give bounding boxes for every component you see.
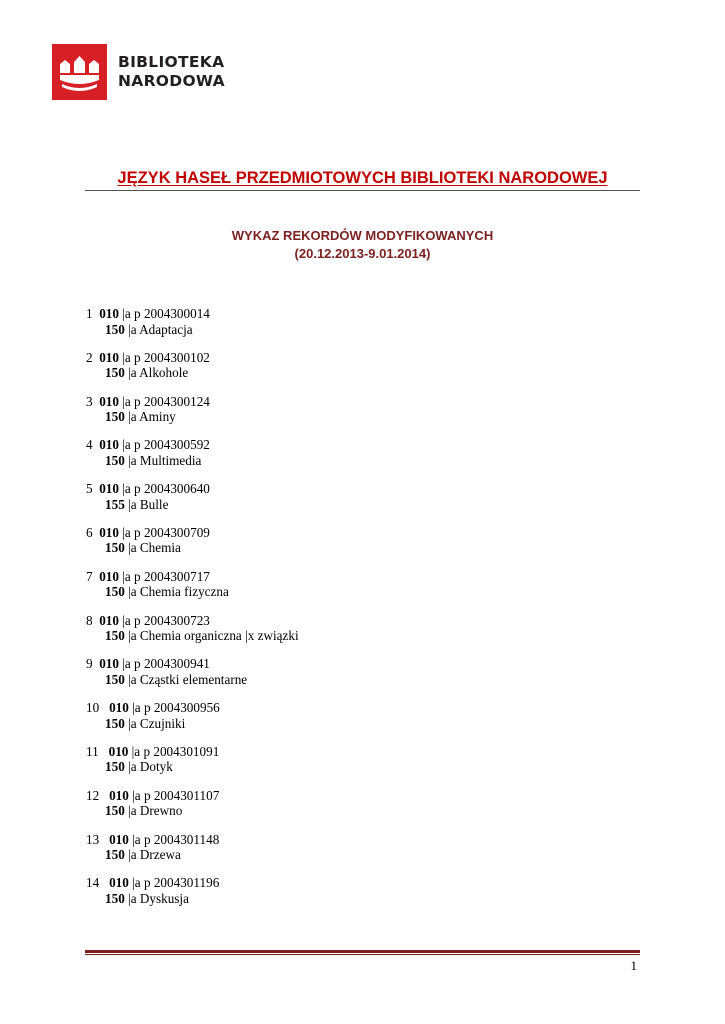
- records-list: [86, 306, 586, 919]
- page-number: 1: [630, 958, 637, 973]
- field-tag: 150: [105, 452, 125, 468]
- field-value: |a Bulle: [124, 496, 169, 512]
- crown-logo-icon: [52, 44, 107, 100]
- record-number: 7: [86, 568, 93, 584]
- field-tag: 150: [105, 803, 125, 819]
- record-number: 10: [86, 700, 100, 716]
- field-value: |a p 2004300723: [118, 612, 210, 628]
- field-tag: 150: [105, 365, 125, 381]
- field-value: |a p 2004301107: [128, 787, 220, 803]
- record-item: [86, 832, 586, 876]
- record-number: 5: [86, 481, 93, 497]
- field-tag: 150: [105, 759, 125, 775]
- field-tag: 010: [109, 875, 129, 891]
- field-value: |a p 2004300102: [118, 349, 210, 365]
- record-item: [86, 700, 586, 744]
- field-value: |a p 2004301148: [128, 831, 220, 847]
- field-value: |a p 2004300640: [118, 481, 210, 497]
- record-item: [86, 569, 586, 613]
- record-item: [86, 525, 586, 569]
- field-tag: 150: [105, 628, 125, 644]
- document-subtitle: [85, 227, 640, 263]
- logo-text: [118, 53, 225, 91]
- footer-divider-thick: [85, 950, 640, 953]
- field-tag: 010: [109, 700, 129, 716]
- library-logo: [52, 44, 232, 100]
- field-tag: 150: [105, 540, 125, 556]
- field-tag: 010: [99, 656, 119, 672]
- record-number: 12: [86, 787, 100, 803]
- field-value: |a Aminy: [124, 409, 176, 425]
- record-number: 8: [86, 612, 93, 628]
- field-value: |a p 2004300717: [118, 568, 210, 584]
- field-value: |a Dotyk: [124, 759, 173, 775]
- field-tag: 150: [105, 321, 125, 337]
- record-item: [86, 306, 586, 350]
- field-tag: 010: [99, 612, 119, 628]
- field-tag: 150: [105, 715, 125, 731]
- record-item: [86, 875, 586, 919]
- field-tag: 010: [99, 393, 119, 409]
- field-tag: 010: [99, 524, 119, 540]
- field-value: |a p 2004300124: [118, 393, 210, 409]
- field-tag: 150: [105, 890, 125, 906]
- field-tag: 010: [99, 306, 119, 321]
- record-item: [86, 350, 586, 394]
- footer-divider-thin: [85, 954, 640, 955]
- field-value: |a p 2004300941: [118, 656, 210, 672]
- field-value: |a p 2004300956: [128, 700, 220, 716]
- field-tag: 010: [109, 787, 129, 803]
- field-tag: 150: [105, 847, 125, 863]
- title-divider: [85, 190, 640, 191]
- field-tag: 010: [109, 831, 129, 847]
- field-value: |a Chemia organiczna |x związki: [124, 628, 299, 644]
- record-number: 1: [86, 306, 93, 321]
- logo-line-2: NARODOWA: [118, 72, 225, 90]
- record-item: [86, 656, 586, 700]
- document-title: JĘZYK HASEŁ PRZEDMIOTOWYCH BIBLIOTEKI NARODOWEJ: [117, 169, 608, 187]
- field-value: |a Adaptacja: [124, 321, 193, 337]
- record-item: [86, 788, 586, 832]
- field-value: |a Multimedia: [124, 452, 202, 468]
- field-value: |a p 2004301196: [128, 875, 220, 891]
- field-tag: 010: [108, 743, 129, 759]
- field-value: |a Drzewa: [124, 847, 181, 863]
- subtitle-line-1: WYKAZ REKORDÓW MODYFIKOWANYCH: [231, 228, 494, 243]
- record-number: 14: [86, 875, 100, 891]
- logo-line-1: BIBLIOTEKA: [118, 53, 225, 71]
- field-tag: 150: [105, 409, 125, 425]
- field-value: |a Chemia fizyczna: [124, 584, 229, 600]
- record-item: [86, 394, 586, 438]
- field-value: |a p 2004301091: [128, 743, 220, 759]
- field-tag: 150: [105, 584, 125, 600]
- record-item: [86, 744, 586, 788]
- record-item: [86, 481, 586, 525]
- field-tag: 010: [99, 437, 119, 453]
- record-item: [86, 613, 586, 657]
- subtitle-date-range: (20.12.2013-9.01.2014): [294, 246, 431, 261]
- field-value: |a Chemia: [124, 540, 181, 556]
- record-number: 11: [86, 743, 99, 759]
- record-number: 13: [86, 831, 100, 847]
- field-tag: 010: [99, 481, 119, 497]
- record-number: 9: [86, 656, 93, 672]
- field-value: |a Drewno: [124, 803, 183, 819]
- field-tag: 150: [105, 671, 125, 687]
- field-value: |a Czujniki: [124, 715, 186, 731]
- record-number: 4: [86, 437, 93, 453]
- record-item: [86, 437, 586, 481]
- field-value: |a p 2004300709: [118, 524, 210, 540]
- field-value: |a Dyskusja: [124, 890, 189, 906]
- field-tag: 155: [105, 496, 125, 512]
- field-tag: 010: [99, 349, 119, 365]
- field-tag: 010: [99, 568, 119, 584]
- record-number: 6: [86, 524, 93, 540]
- field-value: |a Cząstki elementarne: [124, 671, 248, 687]
- field-value: |a Alkohole: [124, 365, 189, 381]
- field-value: |a p 2004300592: [118, 437, 210, 453]
- field-value: |a p 2004300014: [118, 306, 210, 321]
- record-number: 3: [86, 393, 93, 409]
- record-number: 2: [86, 349, 93, 365]
